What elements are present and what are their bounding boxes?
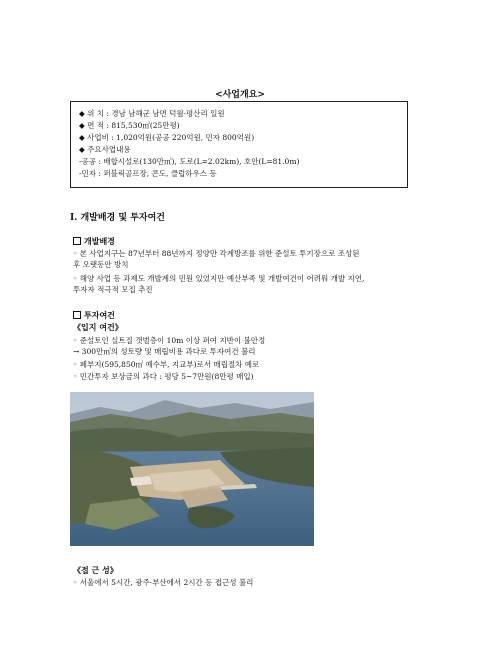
background-item: ◦ 본 사업지구는 87년부터 88년까지 정양만 각계방조를 위한 준설토 투기장으로 조성된	[73, 249, 360, 258]
investment-title: 투자여건	[84, 310, 115, 320]
overview-box	[70, 101, 408, 188]
overview-private: -민자 : 퍼블릭골프장, 콘도, 클럽하우스 등	[79, 169, 217, 178]
overview-cost: ◆ 사업비 : 1,020억원(공공 220억원, 민자 800억원)	[79, 133, 255, 142]
location-item: → 300만㎥의 성토량 및 매립비용 과다로 투자여건 불리	[73, 347, 256, 356]
overview-area: ◆ 면 적 : 815,530㎡(25만평)	[79, 121, 180, 130]
location-item: ◦ 폐부지(595,850㎡ 예수부, 지교부)로서 매립절차 예로	[73, 360, 260, 369]
background-title: 개발배경	[84, 236, 115, 246]
aerial-photo	[70, 392, 314, 546]
access-item: ◦ 서울에서 5시간, 광주·부산에서 2시간 등 접근성 불리	[73, 578, 254, 587]
square-bullet-icon	[73, 237, 81, 245]
investment-heading	[73, 310, 115, 321]
background-heading	[73, 236, 115, 247]
background-item: 후 오랫동안 방치	[73, 260, 129, 269]
access-title: 《접 근 성》	[73, 565, 118, 575]
location-item: ◦ 준설토인 실트질 갯벌층이 10m 이상 퍼여 지반이 불안정	[73, 336, 266, 345]
background-item: ◦ 해양 사업 등 과제도 개발계의 민원 있었지만 예산부족 및 개발여건이 어려워 개발 지연,	[73, 274, 365, 283]
location-condition-title: 《입지 여건》	[73, 322, 123, 332]
overview-title: <사업개요>	[215, 90, 265, 100]
background-item: 투자자 적극적 모집 추진	[73, 285, 153, 294]
square-bullet-icon	[73, 311, 81, 319]
location-item: ◦ 민간투자 보상금의 과다 : 평당 5~7만원(8만평 매입)	[73, 372, 254, 381]
section-title: Ⅰ. 개발배경 및 투자여건	[70, 213, 165, 223]
overview-content-header: ◆ 주요사업내용	[79, 145, 131, 154]
overview-location: ◆ 위 치 : 경남 남해군 남면 덕월·평산리 일원	[79, 109, 225, 118]
overview-public: -공공 : 배합시설로(130만㎥), 도로(L=2.02km), 호안(L=81.0m)	[79, 157, 300, 166]
